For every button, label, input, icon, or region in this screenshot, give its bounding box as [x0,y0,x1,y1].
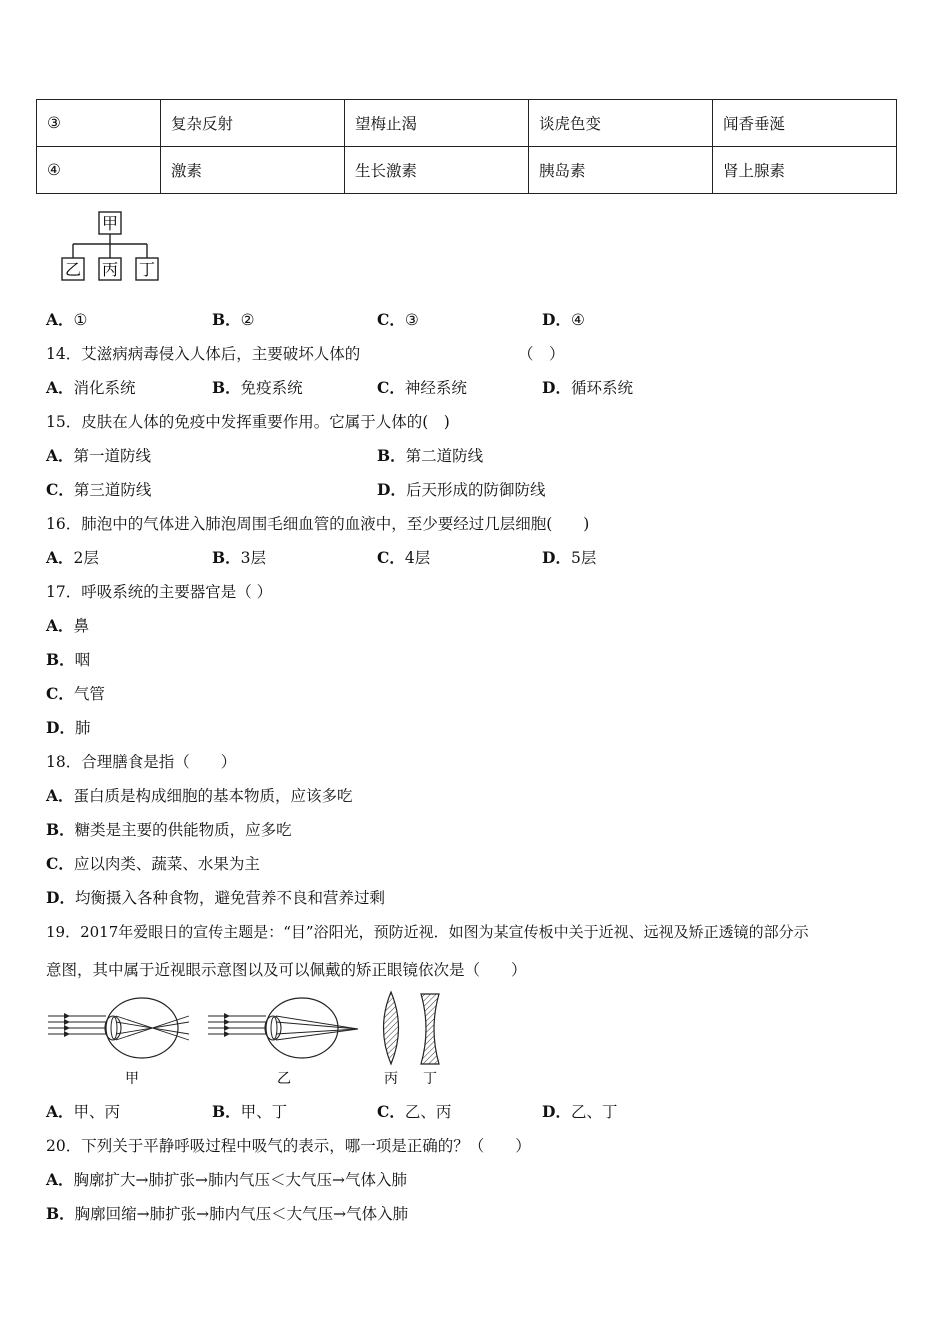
table-cell: 胰岛素 [529,147,713,194]
option-letter: A． [46,310,74,329]
classification-table [36,99,897,194]
option-text: 免疫系统 [240,379,303,397]
option-text: 乙、丁 [570,1103,618,1121]
option-letter: D． [377,480,406,499]
option-letter: D． [542,548,571,567]
option-letter: B． [46,1204,75,1223]
option-letter: B． [212,1102,241,1121]
option-letter: A． [46,378,74,397]
option-text: 乙、丙 [404,1103,452,1121]
option-d[interactable] [46,886,385,908]
option-b[interactable] [377,444,483,466]
q14-paren: （ ） [518,345,565,363]
option-c[interactable] [377,546,430,568]
question-text: 14．艾滋病病毒侵入人体后，主要破坏人体的 [46,345,361,363]
q15-stem: 15．皮肤在人体的免疫中发挥重要作用。它属于人体的( ) [46,413,450,431]
option-d[interactable] [46,716,90,738]
option-text: 鼻 [73,617,90,635]
q14-stem [46,342,360,364]
figure-label: 甲 [125,1071,139,1087]
option-letter: C． [377,378,405,397]
option-letter: B． [212,310,241,329]
option-text: ② [240,311,255,329]
table-cell: 望梅止渴 [345,100,529,147]
option-text: 胸廓回缩→肺扩张→肺内气压＜大气压→气体入肺 [74,1205,409,1223]
option-text: ③ [404,311,419,329]
tree-child-label: 丙 [101,260,119,279]
option-letter: C． [46,480,74,499]
eye-diagram-yi [208,998,358,1087]
concave-lens [421,994,439,1087]
option-letter: A． [46,548,74,567]
option-b[interactable] [46,648,90,670]
option-letter: A． [46,1170,74,1189]
option-text: 蛋白质是构成细胞的基本物质，应该多吃 [73,787,353,805]
option-text: 4层 [404,549,431,567]
option-text: ④ [570,311,585,329]
option-letter: C． [377,310,405,329]
option-c[interactable] [377,1100,451,1122]
option-text: 消化系统 [73,379,136,397]
option-a[interactable] [46,1168,407,1190]
option-letter: C． [377,548,405,567]
option-text: 应以肉类、蔬菜、水果为主 [73,855,260,873]
option-text: 甲、丁 [240,1103,288,1121]
table-cell: 谈虎色变 [529,100,713,147]
option-b[interactable] [46,818,292,840]
option-a[interactable] [46,614,89,636]
table-cell: 肾上腺素 [713,147,897,194]
option-a[interactable] [46,546,99,568]
option-letter: D． [542,1102,571,1121]
option-text: 5层 [570,549,597,567]
option-text: 循环系统 [570,379,633,397]
option-d[interactable] [542,1100,617,1122]
table-cell: ③ [37,100,161,147]
option-letter: D． [46,888,75,907]
option-b[interactable] [212,376,303,398]
option-c[interactable] [46,478,151,500]
option-b[interactable] [46,1202,408,1224]
option-text: 咽 [74,651,91,669]
option-d[interactable] [542,308,585,330]
q20-stem: 20．下列关于平静呼吸过程中吸气的表示，哪一项是正确的？（ ） [46,1137,531,1155]
option-text: 糖类是主要的供能物质，应多吃 [74,821,292,839]
tree-child-label: 乙 [64,260,82,279]
option-letter: A． [46,786,74,805]
option-text: ① [73,311,88,329]
q19-stem-line1: 19．2017年爱眼日的宣传主题是：“目”浴阳光，预防近视．如图为某宣传板中关于近视、远视及矫正透镜的部分示 [46,923,809,941]
option-text: 气管 [73,685,105,703]
option-text: 3层 [240,549,266,567]
option-letter: D． [46,718,75,737]
tree-root-label: 甲 [101,214,119,233]
option-a[interactable] [46,444,151,466]
option-letter: C． [377,1102,405,1121]
option-letter: D． [542,310,571,329]
option-d[interactable] [377,478,545,500]
option-a[interactable] [46,1100,120,1122]
hierarchy-diagram [44,198,174,290]
option-text: 甲、丙 [73,1103,121,1121]
table-row [37,147,897,194]
option-text: 均衡摄入各种食物，避免营养不良和营养过剩 [74,889,385,907]
option-c[interactable] [377,308,419,330]
figure-label: 乙 [277,1071,291,1087]
option-text: 2层 [73,549,99,567]
eye-lens-figure [44,990,464,1088]
option-d[interactable] [542,376,633,398]
option-letter: B． [46,650,75,669]
figure-label: 丁 [423,1071,437,1087]
option-text: 第二道防线 [405,447,484,465]
option-d[interactable] [542,546,596,568]
option-letter: C． [46,684,74,703]
option-text: 第三道防线 [73,481,152,499]
option-a[interactable] [46,376,136,398]
option-letter: B． [46,820,75,839]
option-a[interactable] [46,308,87,330]
option-letter: A． [46,1102,74,1121]
table-cell: ④ [37,147,161,194]
option-letter: D． [542,378,571,397]
option-letter: B． [212,548,241,567]
option-c[interactable] [377,376,467,398]
table-cell: 闻香垂涎 [713,100,897,147]
q17-stem: 17．呼吸系统的主要器官是（ ） [46,583,273,601]
table-row [37,100,897,147]
option-letter: B． [212,378,241,397]
option-text: 胸廓扩大→肺扩张→肺内气压＜大气压→气体入肺 [73,1171,407,1189]
option-letter: A． [46,446,74,465]
option-c[interactable] [46,852,260,874]
option-b[interactable] [212,1100,287,1122]
table-cell: 生长激素 [345,147,529,194]
convex-lens [384,992,399,1087]
table-cell: 复杂反射 [161,100,345,147]
tree-child-label: 丁 [138,260,156,279]
q19-stem-line2: 意图，其中属于近视眼示意图以及可以佩戴的矫正眼镜依次是（ ） [46,961,527,979]
option-a[interactable] [46,784,353,806]
option-text: 第一道防线 [73,447,152,465]
option-text: 神经系统 [404,379,467,397]
option-c[interactable] [46,682,105,704]
option-text: 后天形成的防御防线 [405,481,546,499]
option-letter: B． [377,446,406,465]
q18-stem: 18．合理膳食是指（ ） [46,753,237,771]
eye-diagram-jia [48,998,189,1087]
option-letter: C． [46,854,74,873]
option-b[interactable] [212,308,255,330]
option-letter: A． [46,616,74,635]
table-cell: 激素 [161,147,345,194]
option-text: 肺 [74,719,91,737]
q16-stem: 16．肺泡中的气体进入肺泡周围毛细血管的血液中，至少要经过几层细胞( ) [46,515,590,533]
figure-label: 丙 [384,1071,398,1087]
option-b[interactable] [212,546,266,568]
